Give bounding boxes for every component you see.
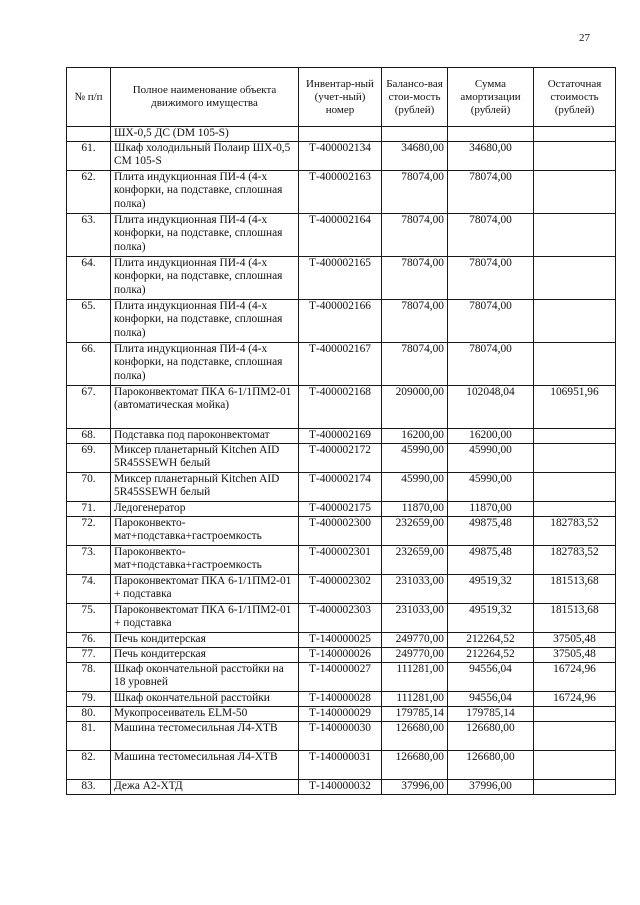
cell-residual-value: [534, 429, 616, 444]
cell-amortization: 78074,00: [448, 171, 534, 214]
table-row: [67, 142, 616, 171]
cell-residual-value: [534, 473, 616, 502]
cell-number: 68.: [67, 429, 111, 444]
cell-balance-value: 78074,00: [382, 257, 448, 300]
cell-balance-value: 111281,00: [382, 692, 448, 707]
table-row: [67, 386, 616, 429]
cell-residual-value: 37505,48: [534, 633, 616, 648]
cell-balance-value: 78074,00: [382, 300, 448, 343]
cell-number: 80.: [67, 707, 111, 722]
cell-number: 61.: [67, 142, 111, 171]
cell-amortization: 212264,52: [448, 648, 534, 663]
cell-number: 78.: [67, 663, 111, 692]
cell-amortization: 49519,32: [448, 575, 534, 604]
cell-balance-value: 11870,00: [382, 502, 448, 517]
cell-inventory-number: Т-400002302: [299, 575, 382, 604]
cell-amortization: 78074,00: [448, 300, 534, 343]
cell-amortization: 49875,48: [448, 546, 534, 575]
cell-amortization: 78074,00: [448, 214, 534, 257]
cell-amortization: 45990,00: [448, 473, 534, 502]
table-row: [67, 722, 616, 751]
table-row: [67, 127, 616, 142]
cell-number: 71.: [67, 502, 111, 517]
cell-number: 69.: [67, 444, 111, 473]
header-residual: Остаточная стоимость (рублей): [534, 68, 616, 127]
cell-inventory-number: Т-400002168: [299, 386, 382, 429]
cell-number: [67, 127, 111, 142]
cell-name: Подставка под пароконвектомат: [111, 429, 299, 444]
cell-balance-value: 209000,00: [382, 386, 448, 429]
cell-balance-value: 232659,00: [382, 517, 448, 546]
cell-name: Шкаф окончательной расстойки на 18 уровней: [111, 663, 299, 692]
cell-amortization: 49519,32: [448, 604, 534, 633]
cell-amortization: 37996,00: [448, 780, 534, 795]
cell-number: 79.: [67, 692, 111, 707]
cell-residual-value: [534, 214, 616, 257]
cell-amortization: 94556,04: [448, 692, 534, 707]
cell-balance-value: 179785,14: [382, 707, 448, 722]
cell-number: 72.: [67, 517, 111, 546]
cell-amortization: 212264,52: [448, 633, 534, 648]
cell-balance-value: 78074,00: [382, 171, 448, 214]
cell-balance-value: 45990,00: [382, 444, 448, 473]
table-row: [67, 473, 616, 502]
cell-inventory-number: Т-140000031: [299, 751, 382, 780]
cell-residual-value: 182783,52: [534, 517, 616, 546]
cell-residual-value: [534, 343, 616, 386]
cell-inventory-number: Т-400002301: [299, 546, 382, 575]
cell-amortization: [448, 127, 534, 142]
cell-amortization: 78074,00: [448, 257, 534, 300]
cell-residual-value: [534, 257, 616, 300]
cell-name: Пароконвектомат ПКА 6-1/1ПМ2-01 (автоматическая мойка): [111, 386, 299, 429]
cell-residual-value: [534, 142, 616, 171]
cell-number: 67.: [67, 386, 111, 429]
cell-inventory-number: Т-400002169: [299, 429, 382, 444]
cell-name: Ледогенератор: [111, 502, 299, 517]
cell-number: 75.: [67, 604, 111, 633]
cell-balance-value: 126680,00: [382, 722, 448, 751]
cell-amortization: 179785,14: [448, 707, 534, 722]
cell-number: 64.: [67, 257, 111, 300]
cell-number: 66.: [67, 343, 111, 386]
inventory-table: [66, 67, 616, 795]
cell-balance-value: 249770,00: [382, 633, 448, 648]
cell-residual-value: [534, 444, 616, 473]
table-body: [67, 127, 616, 795]
cell-inventory-number: Т-400002175: [299, 502, 382, 517]
cell-name: Пароконвекто-мат+подставка+гастроемкость: [111, 517, 299, 546]
table-row: [67, 171, 616, 214]
cell-inventory-number: Т-140000027: [299, 663, 382, 692]
cell-name: Шкаф холодильный Полаир ШХ-0,5 СМ 105-S: [111, 142, 299, 171]
cell-balance-value: 37996,00: [382, 780, 448, 795]
cell-name: Плита индукционная ПИ-4 (4-х конфорки, на подставке, сплошная полка): [111, 171, 299, 214]
cell-balance-value: 45990,00: [382, 473, 448, 502]
table-row: [67, 707, 616, 722]
cell-residual-value: [534, 300, 616, 343]
cell-residual-value: 37505,48: [534, 648, 616, 663]
cell-name: Шкаф окончательной расстойки: [111, 692, 299, 707]
cell-residual-value: [534, 127, 616, 142]
cell-residual-value: [534, 722, 616, 751]
cell-balance-value: 249770,00: [382, 648, 448, 663]
table-row: [67, 429, 616, 444]
cell-inventory-number: Т-400002172: [299, 444, 382, 473]
cell-residual-value: [534, 751, 616, 780]
table-row: [67, 214, 616, 257]
cell-name: Пароконвектомат ПКА 6-1/1ПМ2-01 + подставка: [111, 575, 299, 604]
cell-balance-value: [382, 127, 448, 142]
table-row: [67, 444, 616, 473]
cell-balance-value: 231033,00: [382, 604, 448, 633]
cell-inventory-number: Т-400002167: [299, 343, 382, 386]
table-row: [67, 692, 616, 707]
cell-amortization: 126680,00: [448, 722, 534, 751]
header-inventory: Инвентар-ный (учет-ный) номер: [299, 68, 382, 127]
table-row: [67, 780, 616, 795]
cell-residual-value: [534, 171, 616, 214]
cell-residual-value: 182783,52: [534, 546, 616, 575]
cell-name: Плита индукционная ПИ-4 (4-х конфорки, на подставке, сплошная полка): [111, 214, 299, 257]
cell-number: 65.: [67, 300, 111, 343]
cell-amortization: 78074,00: [448, 343, 534, 386]
cell-number: 81.: [67, 722, 111, 751]
cell-balance-value: 126680,00: [382, 751, 448, 780]
cell-residual-value: 16724,96: [534, 663, 616, 692]
cell-name: Плита индукционная ПИ-4 (4-х конфорки, на подставке, сплошная полка): [111, 343, 299, 386]
table-row: [67, 604, 616, 633]
cell-name: Печь кондитерская: [111, 633, 299, 648]
cell-balance-value: 78074,00: [382, 214, 448, 257]
cell-number: 76.: [67, 633, 111, 648]
cell-inventory-number: [299, 127, 382, 142]
table-row: [67, 300, 616, 343]
cell-inventory-number: Т-400002303: [299, 604, 382, 633]
header-amortization: Сумма амортизации (рублей): [448, 68, 534, 127]
cell-balance-value: 231033,00: [382, 575, 448, 604]
cell-inventory-number: Т-400002165: [299, 257, 382, 300]
table-row: [67, 257, 616, 300]
cell-inventory-number: Т-400002174: [299, 473, 382, 502]
table-row: [67, 502, 616, 517]
cell-number: 70.: [67, 473, 111, 502]
cell-name: Мукопросеиватель ELM-50: [111, 707, 299, 722]
cell-inventory-number: Т-400002300: [299, 517, 382, 546]
cell-inventory-number: Т-140000025: [299, 633, 382, 648]
cell-inventory-number: Т-140000029: [299, 707, 382, 722]
cell-number: 77.: [67, 648, 111, 663]
cell-inventory-number: Т-140000028: [299, 692, 382, 707]
cell-name: ШХ-0,5 ДС (DM 105-S): [111, 127, 299, 142]
cell-name: Плита индукционная ПИ-4 (4-х конфорки, на подставке, сплошная полка): [111, 257, 299, 300]
table-row: [67, 648, 616, 663]
cell-residual-value: 181513,68: [534, 575, 616, 604]
cell-name: Машина тестомесильная Л4-ХТВ: [111, 751, 299, 780]
table-header-row: [67, 68, 616, 127]
cell-balance-value: 232659,00: [382, 546, 448, 575]
cell-name: Машина тестомесильная Л4-ХТВ: [111, 722, 299, 751]
cell-number: 74.: [67, 575, 111, 604]
cell-amortization: 94556,04: [448, 663, 534, 692]
header-num: № п/п: [67, 68, 111, 127]
cell-name: Дежа А2-ХТД: [111, 780, 299, 795]
cell-name: Плита индукционная ПИ-4 (4-х конфорки, на подставке, сплошная полка): [111, 300, 299, 343]
cell-residual-value: 106951,96: [534, 386, 616, 429]
cell-number: 83.: [67, 780, 111, 795]
table-row: [67, 633, 616, 648]
table-row: [67, 343, 616, 386]
table-row: [67, 546, 616, 575]
table-row: [67, 751, 616, 780]
cell-residual-value: [534, 707, 616, 722]
cell-amortization: 34680,00: [448, 142, 534, 171]
cell-name: Пароконвектомат ПКА 6-1/1ПМ2-01 + подставка: [111, 604, 299, 633]
cell-name: Печь кондитерская: [111, 648, 299, 663]
cell-number: 73.: [67, 546, 111, 575]
header-name: Полное наименование объекта движимого имущества: [111, 68, 299, 127]
cell-number: 82.: [67, 751, 111, 780]
cell-balance-value: 34680,00: [382, 142, 448, 171]
cell-inventory-number: Т-140000026: [299, 648, 382, 663]
cell-inventory-number: Т-140000032: [299, 780, 382, 795]
cell-inventory-number: Т-400002164: [299, 214, 382, 257]
cell-amortization: 11870,00: [448, 502, 534, 517]
table-row: [67, 517, 616, 546]
cell-inventory-number: Т-400002134: [299, 142, 382, 171]
cell-amortization: 126680,00: [448, 751, 534, 780]
table-row: [67, 663, 616, 692]
cell-amortization: 16200,00: [448, 429, 534, 444]
cell-residual-value: [534, 502, 616, 517]
page-number: 27: [579, 32, 590, 44]
cell-residual-value: 181513,68: [534, 604, 616, 633]
cell-name: Миксер планетарный Kitchen AID 5R45SSEWH белый: [111, 444, 299, 473]
cell-number: 63.: [67, 214, 111, 257]
header-balance: Балансо-вая стои-мость (рублей): [382, 68, 448, 127]
cell-name: Миксер планетарный Kitchen AID 5R45SSEWH белый: [111, 473, 299, 502]
cell-balance-value: 16200,00: [382, 429, 448, 444]
cell-inventory-number: Т-400002163: [299, 171, 382, 214]
cell-inventory-number: Т-400002166: [299, 300, 382, 343]
cell-amortization: 102048,04: [448, 386, 534, 429]
cell-residual-value: [534, 780, 616, 795]
cell-residual-value: 16724,96: [534, 692, 616, 707]
cell-balance-value: 78074,00: [382, 343, 448, 386]
cell-amortization: 45990,00: [448, 444, 534, 473]
cell-amortization: 49875,48: [448, 517, 534, 546]
cell-name: Пароконвекто-мат+подставка+гастроемкость: [111, 546, 299, 575]
cell-inventory-number: Т-140000030: [299, 722, 382, 751]
cell-number: 62.: [67, 171, 111, 214]
table-row: [67, 575, 616, 604]
cell-balance-value: 111281,00: [382, 663, 448, 692]
